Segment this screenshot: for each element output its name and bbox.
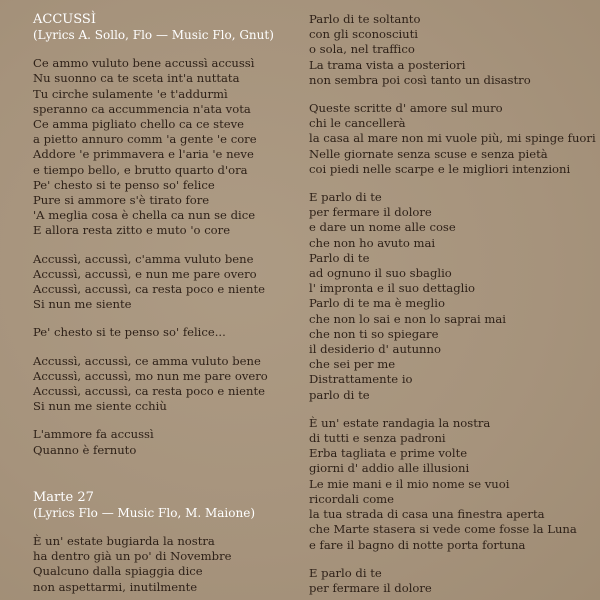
lyric-line: a pietto annuro comm 'a gente 'e core xyxy=(33,132,257,147)
song-title: Marte 27 xyxy=(33,489,94,505)
lyric-line: E parlo di te xyxy=(309,565,382,580)
lyric-line: che non lo sai e non lo saprai mai xyxy=(309,311,506,326)
lyric-line: che sei per me xyxy=(309,357,396,372)
lyric-line: Accussì, accussì, e nun me pare overo xyxy=(33,266,257,281)
lyric-line: Parlo di te soltanto xyxy=(309,12,421,26)
lyric-line: coi piedi nelle scarpe e le migliori intenzioni xyxy=(309,161,571,176)
lyric-line: Quanno è fernuto xyxy=(33,442,137,457)
lyric-line: Tu cirche sulamente 'e t'addurmì xyxy=(33,86,228,101)
lyric-line: l' impronta e il suo dettaglio xyxy=(309,281,476,296)
song-credits: (Lyrics A. Sollo, Flo — Music Flo, Gnut) xyxy=(33,28,274,42)
lyric-line: ricordali come xyxy=(309,491,395,506)
lyric-line: Parlo di te xyxy=(309,250,370,265)
song-credits: (Lyrics Flo — Music Flo, M. Maione) xyxy=(33,505,255,520)
lyric-line: Si nun me siente xyxy=(33,297,132,312)
stanza xyxy=(309,12,594,88)
lyric-line: Nelle giornate senza scuse e senza pietà xyxy=(309,146,548,161)
lyric-line: Le mie mani e il mio nome se vuoi xyxy=(309,476,510,491)
lyric-line: chi le cancellerà xyxy=(309,116,406,131)
song-title: ACCUSSÌ xyxy=(33,12,96,27)
lyric-line: Pe' chesto si te penso so' felice... xyxy=(33,325,226,340)
lyric-line: la casa al mare non mi vuole più, mi spinge fuori xyxy=(309,131,596,146)
lyric-line: È un' estate bugiarda la nostra xyxy=(33,534,215,549)
stanza xyxy=(309,101,594,177)
lyric-line: di tutti e senza padroni xyxy=(309,431,446,446)
lyrics xyxy=(33,534,295,595)
lyric-line: non aspettarmi, inutilmente xyxy=(33,579,198,594)
lyric-line: con gli sconosciuti xyxy=(309,27,419,42)
lyric-line: ha dentro già un po' di Novembre xyxy=(33,549,232,564)
lyric-line: Ce amma pigliato chello ca ce steve xyxy=(33,117,245,132)
lyric-line: non sembra poi così tanto un disastro xyxy=(309,72,531,87)
song-marte-27 xyxy=(33,490,295,595)
lyric-line: il desiderio d' autunno xyxy=(309,342,441,357)
lyric-line: Nu suonno ca te sceta int'a nuttata xyxy=(33,71,240,86)
lyric-line: Accussì, accussì, ca resta poco e niente xyxy=(33,282,265,297)
lyric-line: speranno ca accummencia n'ata vota xyxy=(33,101,251,116)
lyric-line: e dare un nome alle cose xyxy=(309,220,456,235)
lyric-line: Pe' chesto si te penso so' felice xyxy=(33,177,215,192)
right-column xyxy=(309,12,594,596)
lyric-line: per fermare il dolore xyxy=(309,205,432,220)
lyric-line: E parlo di te xyxy=(309,190,382,205)
lyrics-continued xyxy=(309,12,594,596)
stanza xyxy=(33,252,295,313)
lyric-line: che non ho avuto mai xyxy=(309,235,436,250)
lyric-line: giorni d' addio alle illusioni xyxy=(309,461,470,476)
lyric-line: Qualcuno dalla spiaggia dice xyxy=(33,564,203,579)
lyric-line: Ce ammo vuluto bene accussì accussì xyxy=(33,56,255,71)
stanza xyxy=(33,354,295,415)
stanza xyxy=(309,190,594,403)
lyric-line: che Marte stasera si vede come fosse la Luna xyxy=(309,522,577,537)
lyric-line: per fermare il dolore xyxy=(309,580,432,595)
lyric-line: Parlo di te ma è meglio xyxy=(309,296,445,311)
lyric-line: La trama vista a posteriori xyxy=(309,57,466,72)
lyric-line: L'ammore fa accussì xyxy=(33,427,154,442)
stanza xyxy=(33,534,295,595)
stanza xyxy=(33,325,295,340)
lyric-line: Queste scritte d' amore sul muro xyxy=(309,101,503,116)
lyric-line: Erba tagliata e prime volte xyxy=(309,446,468,461)
lyric-line: È un' estate randagia la nostra xyxy=(309,415,491,430)
left-column xyxy=(33,12,295,595)
lyric-line: ad ognuno il suo sbaglio xyxy=(309,266,452,281)
stanza xyxy=(33,427,295,457)
lyric-line: Accussì, accussì, ca resta poco e niente xyxy=(33,384,265,399)
song-accussi xyxy=(33,12,295,458)
lyric-line: che non ti so spiegare xyxy=(309,326,439,341)
lyric-line: Accussì, accussì, c'amma vuluto bene xyxy=(33,251,254,266)
stanza xyxy=(309,416,594,553)
lyric-line: o sola, nel traffico xyxy=(309,42,415,57)
lyric-line: E allora resta zitto e muto 'o core xyxy=(33,223,231,238)
lyric-line: parlo di te xyxy=(309,387,370,402)
lyric-line: Addore 'e primmavera e l'aria 'e neve xyxy=(33,147,254,162)
lyric-line: Accussì, accussì, mo nun me pare overo xyxy=(33,368,268,383)
lyric-line: 'A meglia cosa è chella ca nun se dice xyxy=(33,208,256,223)
lyric-line: la tua strada di casa una finestra aperta xyxy=(309,507,545,522)
lyric-line: Accussì, accussì, ce amma vuluto bene xyxy=(33,353,261,368)
lyric-line: Distrattamente io xyxy=(309,372,413,387)
lyrics xyxy=(33,56,295,458)
lyric-line: e fare il bagno di notte porta fortuna xyxy=(309,537,526,552)
lyric-line: Pure si ammore s'è tirato fore xyxy=(33,193,210,208)
stanza xyxy=(33,56,295,238)
lyric-line: Si nun me siente cchiù xyxy=(33,399,167,414)
lyric-line: e tiempo bello, e brutto quarto d'ora xyxy=(33,162,248,177)
stanza xyxy=(309,566,594,596)
